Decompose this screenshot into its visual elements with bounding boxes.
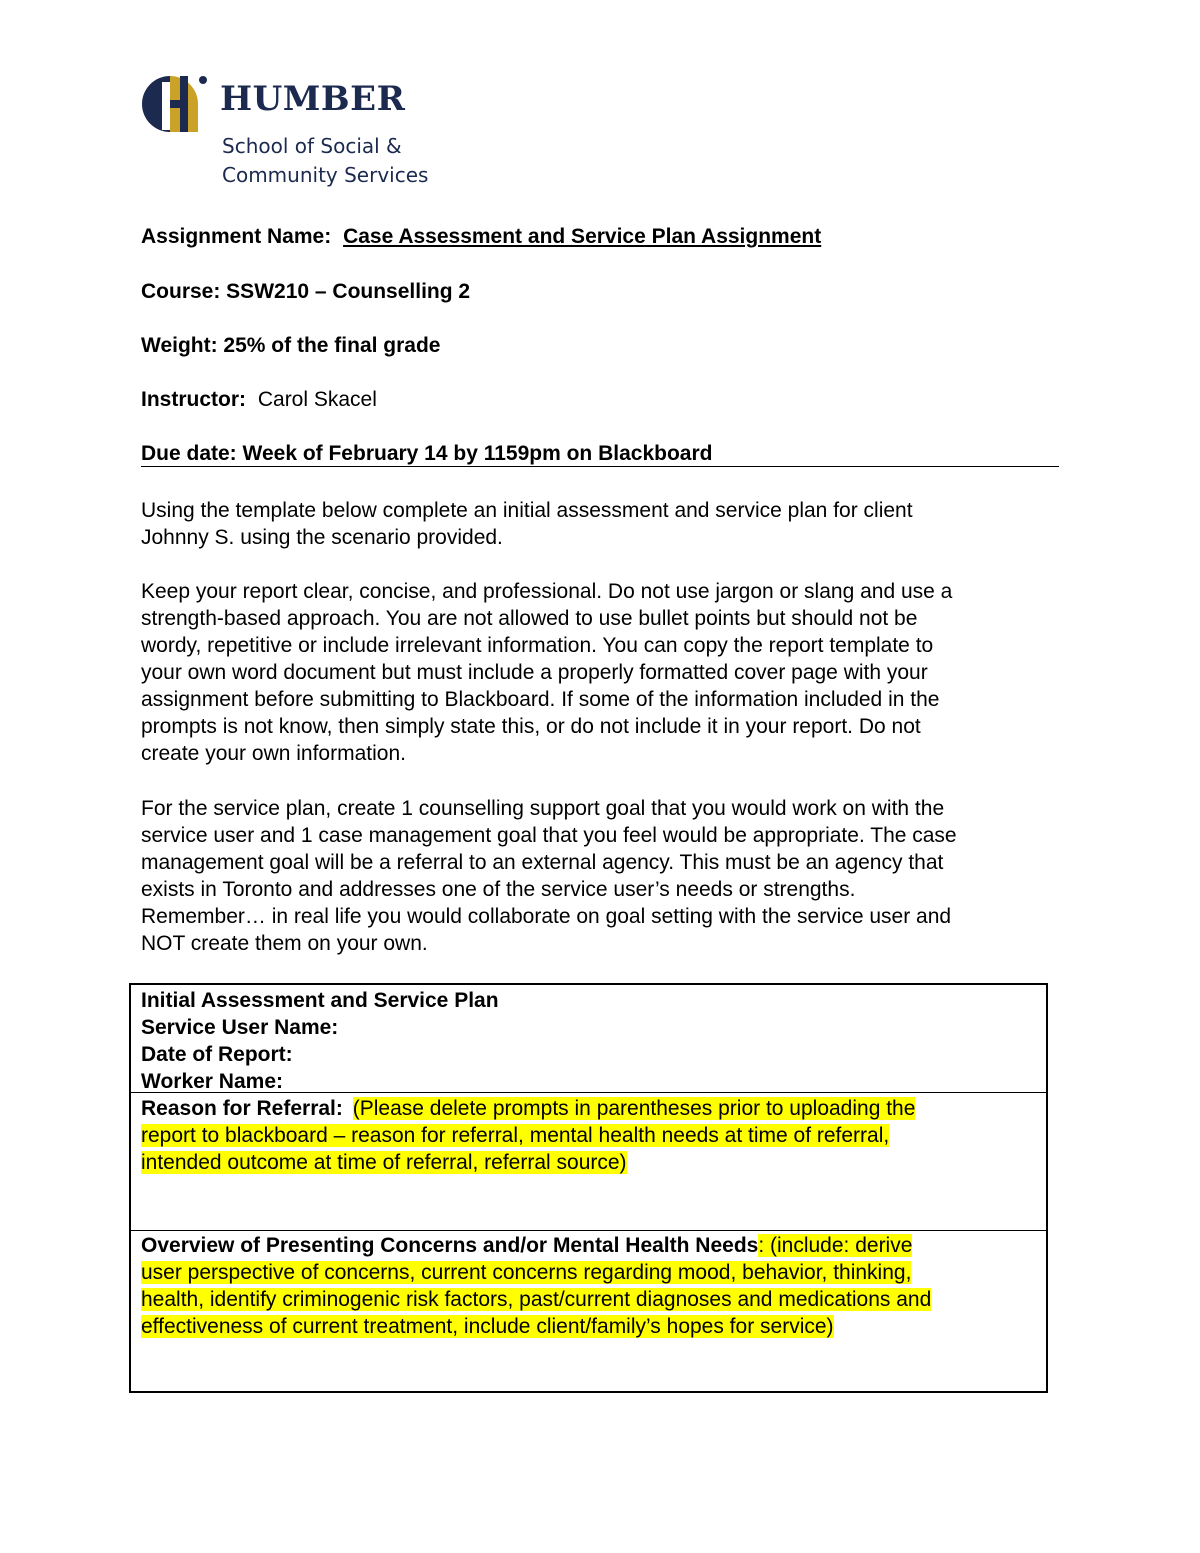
p3-line: exists in Toronto and addresses one of the service user’s needs or strengths. <box>141 878 856 901</box>
concerns-prompt-line: health, identify criminogenic risk factors, past/current diagnoses and medications and <box>141 1288 932 1311</box>
date-of-report-label: Date of Report: <box>141 1043 293 1066</box>
presenting-concerns-cell <box>131 1230 1046 1391</box>
p3-line: For the service plan, create 1 counselling support goal that you would work on with the <box>141 797 945 820</box>
header-cell <box>131 985 1046 1092</box>
p2-line: wordy, repetitive or include irrelevant information. You can copy the report template to <box>141 634 934 657</box>
concerns-prompt-line: user perspective of concerns, current concerns regarding mood, behavior, thinking, <box>141 1261 912 1284</box>
presenting-concerns-label: Overview of Presenting Concerns and/or Mental Health Needs <box>141 1234 759 1257</box>
reason-for-referral-cell <box>131 1092 1046 1230</box>
course-line: Course: SSW210 – Counselling 2 <box>141 280 471 303</box>
humber-logo-mark-icon <box>140 72 210 136</box>
instructor-value: Carol Skacel <box>257 388 377 411</box>
instructor-label: Instructor: <box>141 388 246 411</box>
p2-line: your own word document but must include a properly formatted cover page with your <box>141 661 928 684</box>
brand-name: HUMBER <box>220 79 406 119</box>
due-date-line: Due date: Week of February 14 by 1159pm on Blackboard <box>141 442 713 465</box>
p2-line: strength-based approach. You are not allowed to use bullet points but should not be <box>141 607 918 630</box>
instructions-paragraph-3 <box>141 795 1071 957</box>
humber-logo <box>140 70 460 200</box>
p1-line: Using the template below complete an initial assessment and service plan for client <box>141 499 913 522</box>
weight-line: Weight: 25% of the final grade <box>141 334 441 357</box>
assignment-name-row <box>141 225 821 249</box>
p3-line: service user and 1 case management goal that you feel would be appropriate. The case <box>141 824 957 847</box>
instructions-paragraph-2 <box>141 578 1071 767</box>
p2-line: Keep your report clear, concise, and professional. Do not use jargon or slang and use a <box>141 580 953 603</box>
instructions-paragraph-1 <box>141 497 1071 551</box>
p2-line: assignment before submitting to Blackboard. If some of the information included in the <box>141 688 940 711</box>
referral-prompt-line: report to blackboard – reason for referral, mental health needs at time of referral, <box>141 1124 890 1147</box>
p3-line: NOT create them on your own. <box>141 932 428 955</box>
p2-line: create your own information. <box>141 742 406 765</box>
brand-subtitle-line-2: Community Services <box>222 163 429 187</box>
service-user-name-label: Service User Name: <box>141 1016 339 1039</box>
assignment-name-value: Case Assessment and Service Plan Assignment <box>343 225 822 248</box>
referral-prompt-line: (Please delete prompts in parentheses prior to uploading the <box>352 1097 916 1120</box>
instructor-row <box>141 388 377 412</box>
template-title: Initial Assessment and Service Plan <box>141 989 499 1012</box>
due-date-divider <box>141 466 1059 467</box>
concerns-prompt-line: effectiveness of current treatment, include client/family’s hopes for service) <box>141 1315 834 1338</box>
reason-for-referral-label: Reason for Referral: <box>141 1097 343 1120</box>
p1-line: Johnny S. using the scenario provided. <box>141 526 503 549</box>
referral-prompt-line: intended outcome at time of referral, referral source) <box>141 1151 627 1174</box>
assignment-name-label: Assignment Name: <box>141 225 332 248</box>
concerns-prompt-line: : (include: derive <box>758 1234 913 1257</box>
p2-line: prompts is not know, then simply state this, or do not include it in your report. Do not <box>141 715 921 738</box>
brand-subtitle-line-1: School of Social & <box>222 134 402 158</box>
p3-line: Remember… in real life you would collaborate on goal setting with the service user and <box>141 905 952 928</box>
p3-line: management goal will be a referral to an external agency. This must be an agency that <box>141 851 944 874</box>
worker-name-label: Worker Name: <box>141 1070 283 1093</box>
brand-subtitle <box>222 132 428 190</box>
assessment-template-table <box>129 983 1048 1393</box>
